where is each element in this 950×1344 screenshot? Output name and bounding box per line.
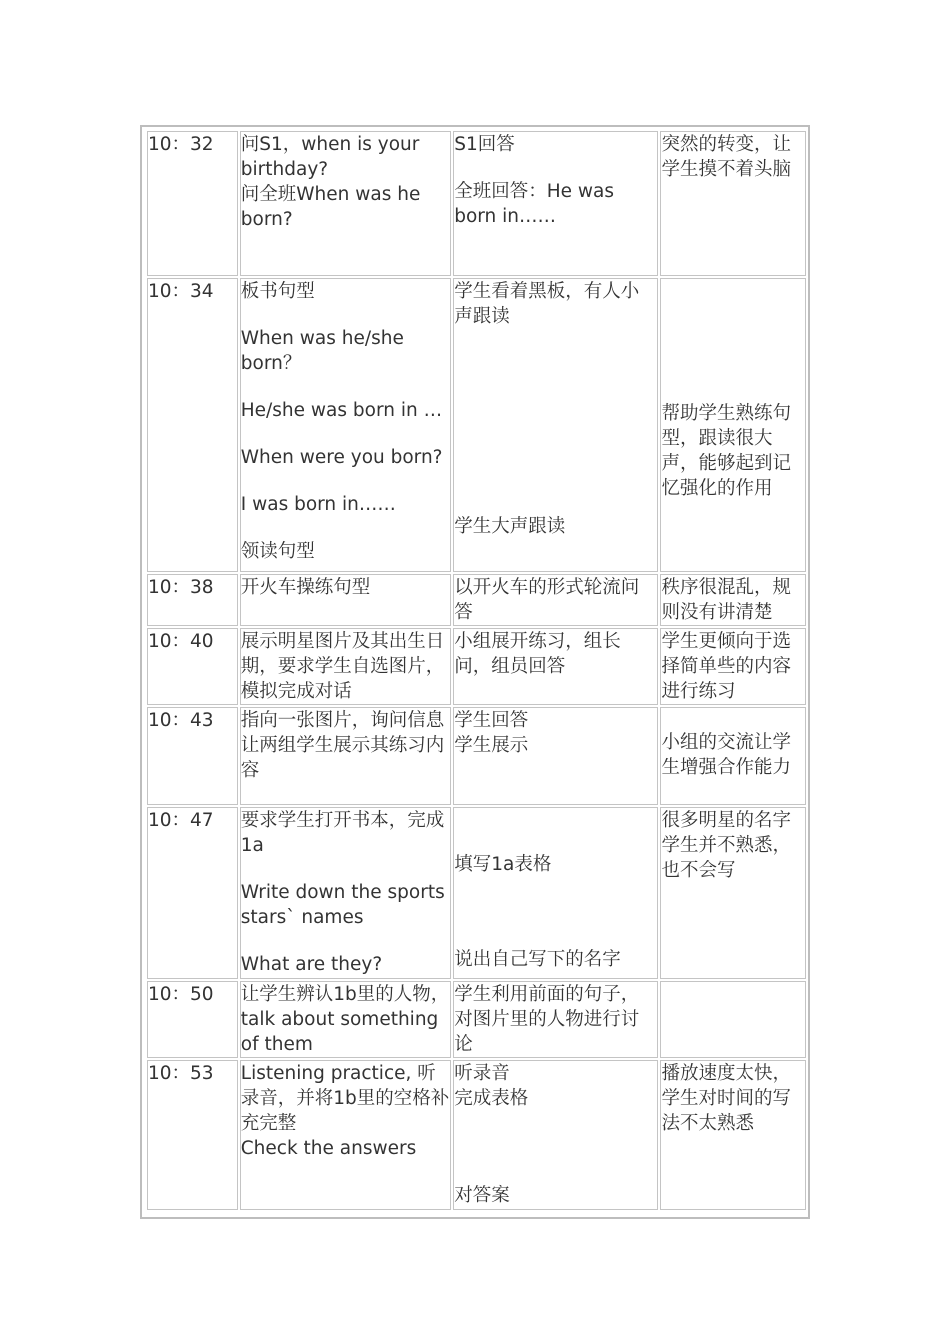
comment-cell (660, 807, 806, 979)
time-cell: 10：32 (147, 131, 238, 276)
text-line: 以开火车的形式轮流问答 (454, 577, 640, 623)
text-line: 学生利用前面的句子，对图片里的人物进行讨论 (454, 984, 640, 1055)
student-activity-cell (453, 278, 658, 572)
text-line: 播放速度太快，学生对时间的写法不太熟悉 (661, 1063, 791, 1134)
text-line: 学生回答 (454, 710, 529, 731)
text-line: 学生大声跟读 (454, 516, 566, 537)
time-cell: 10：34 (147, 278, 238, 572)
comment-cell (660, 131, 806, 276)
text-line: Check the answers (240, 1138, 417, 1159)
text-line: When were you born? (240, 447, 443, 468)
table-row (147, 807, 806, 979)
teacher-activity-cell (240, 1060, 451, 1210)
text-line: 领读句型 (240, 541, 315, 562)
comment-cell (660, 707, 806, 805)
text-line: 问S1，when is your birthday? (240, 134, 420, 180)
time-cell: 10：47 (147, 807, 238, 979)
text-line: 说出自己写下的名字 (454, 949, 621, 970)
comment-cell (660, 278, 806, 572)
teacher-activity-cell (240, 628, 451, 705)
text-line: 突然的转变，让学生摸不着头脑 (661, 134, 791, 180)
text-line: 学生看着黑板，有人小声跟读 (454, 281, 640, 327)
text-line: 填写1a表格 (454, 854, 552, 875)
comment-cell (660, 981, 806, 1058)
text-line: When was he/she born？ (240, 328, 404, 374)
text-line: Write down the sports stars` names (240, 882, 445, 928)
text-line: 完成表格 (454, 1088, 529, 1109)
comment-cell (660, 628, 806, 705)
table-row (147, 628, 806, 705)
text-line: 让学生辨认1b里的人物，talk about something of them (240, 984, 450, 1055)
student-activity-cell (453, 707, 658, 805)
text-line: What are they? (240, 954, 383, 975)
student-activity-cell (453, 131, 658, 276)
text-line: S1回答 (454, 134, 515, 155)
comment-cell (660, 574, 806, 626)
student-activity-cell (453, 574, 658, 626)
teacher-activity-cell (240, 807, 451, 979)
table-row (147, 131, 806, 276)
lesson-observation-table-frame (140, 125, 810, 1219)
text-line: 听录音 (454, 1063, 510, 1084)
text-line: 指向一张图片，询问信息 (240, 710, 445, 731)
text-line: 对答案 (454, 1185, 510, 1206)
text-line: 学生展示 (454, 735, 529, 756)
teacher-activity-cell (240, 278, 451, 572)
text-line: 要求学生打开书本，完成1a (240, 810, 445, 856)
text-line: I was born in…… (240, 494, 396, 515)
text-line: 学生更倾向于选择简单些的内容进行练习 (661, 631, 791, 702)
student-activity-cell (453, 807, 658, 979)
text-line: 展示明星图片及其出生日期，要求学生自选图片，模拟完成对话 (240, 631, 445, 702)
text-line: Listening practice, 听录音，并将1b里的空格补充完整 (240, 1063, 450, 1134)
text-line: 很多明星的名字学生并不熟悉，也不会写 (661, 810, 791, 881)
text-line: 板书句型 (240, 281, 315, 302)
teacher-activity-cell (240, 981, 451, 1058)
table-row (147, 574, 806, 626)
time-cell: 10：38 (147, 574, 238, 626)
time-cell: 10：50 (147, 981, 238, 1058)
text-line: 让两组学生展示其练习内容 (240, 735, 445, 781)
time-cell: 10：53 (147, 1060, 238, 1210)
comment-cell (660, 1060, 806, 1210)
text-line: He/she was born in … (240, 400, 443, 421)
text-line: 小组展开练习，组长问，组员回答 (454, 631, 621, 677)
text-line: 问全班When was he born? (240, 184, 421, 230)
lesson-observation-table (145, 129, 808, 1212)
table-row (147, 707, 806, 805)
table-row (147, 278, 806, 572)
teacher-activity-cell (240, 131, 451, 276)
text-line: 开火车操练句型 (240, 577, 371, 598)
text-line: 帮助学生熟练句型，跟读很大声，能够起到记忆强化的作用 (661, 403, 791, 499)
table-row (147, 981, 806, 1058)
table-row (147, 1060, 806, 1210)
text-line: 全班回答：He was born in…… (454, 181, 614, 227)
student-activity-cell (453, 981, 658, 1058)
teacher-activity-cell (240, 707, 451, 805)
student-activity-cell (453, 628, 658, 705)
time-cell: 10：40 (147, 628, 238, 705)
text-line: 小组的交流让学生增强合作能力 (661, 732, 791, 778)
text-line: 秩序很混乱，规则没有讲清楚 (661, 577, 791, 623)
student-activity-cell (453, 1060, 658, 1210)
teacher-activity-cell (240, 574, 451, 626)
time-cell: 10：43 (147, 707, 238, 805)
